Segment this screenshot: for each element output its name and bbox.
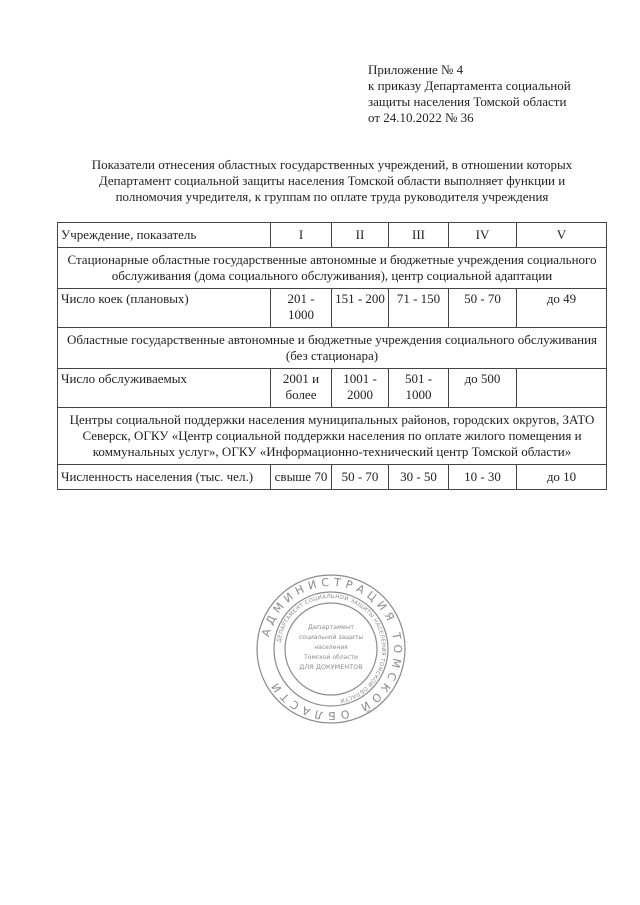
cell-beds-group-3: 71 - 150 bbox=[389, 289, 449, 328]
section-row-inpatient bbox=[58, 248, 607, 289]
table-header-row bbox=[58, 223, 607, 248]
document-title bbox=[60, 157, 604, 205]
row-label-population: Численность населения (тыс. чел.) bbox=[58, 465, 271, 490]
official-stamp bbox=[255, 573, 407, 725]
appendix-department-line: защиты населения Томской области bbox=[368, 94, 567, 109]
table-row-beds bbox=[58, 289, 607, 328]
stamp-center-line-1: Департамент bbox=[307, 623, 355, 631]
cell-beds-group-2: 151 - 200 bbox=[332, 289, 389, 328]
header-institution: Учреждение, показатель bbox=[58, 223, 271, 248]
title-line-3: полномочия учредителя, к группам по оплате труда руководителя учреждения bbox=[115, 189, 549, 204]
stamp-center-line-2: социальной защиты bbox=[298, 634, 364, 641]
cell-population-group-2: 50 - 70 bbox=[332, 465, 389, 490]
groups-table bbox=[57, 222, 607, 490]
cell-served-group-4: до 500 bbox=[449, 369, 517, 408]
cell-served-group-1: 2001 и более bbox=[271, 369, 332, 408]
appendix-order-line: к приказу Департамента социальной bbox=[368, 78, 571, 93]
header-group-3: III bbox=[389, 223, 449, 248]
header-group-4: IV bbox=[449, 223, 517, 248]
appendix-number: Приложение № 4 bbox=[368, 62, 464, 77]
cell-beds-group-5: до 49 bbox=[517, 289, 607, 328]
stamp-outer-text: АДМИНИСТРАЦИЯ ТОМСКОЙ ОБЛАСТИ bbox=[259, 575, 405, 723]
cell-population-group-5: до 10 bbox=[517, 465, 607, 490]
cell-population-group-3: 30 - 50 bbox=[389, 465, 449, 490]
cell-served-group-2: 1001 - 2000 bbox=[332, 369, 389, 408]
cell-served-group-3: 501 - 1000 bbox=[389, 369, 449, 408]
stamp-center-line-5: ДЛЯ ДОКУМЕНТОВ bbox=[299, 663, 363, 671]
table-row-served bbox=[58, 369, 607, 408]
section-row-support-centers bbox=[58, 408, 607, 465]
cell-beds-group-4: 50 - 70 bbox=[449, 289, 517, 328]
section-row-outpatient bbox=[58, 328, 607, 369]
cell-served-group-5 bbox=[517, 369, 607, 408]
title-line-1: Показатели отнесения областных государственных учреждений, в отношении которых bbox=[91, 157, 573, 172]
header-group-2: II bbox=[332, 223, 389, 248]
row-label-beds: Число коек (плановых) bbox=[58, 289, 271, 328]
cell-beds-group-1: 201 - 1000 bbox=[271, 289, 332, 328]
section-title-support-centers: Центры социальной поддержки населения муниципальных районов, городских округов, ЗАТО Северск, ОГКУ «Центр социальной поддержки населения по оплате жилого помещения и коммунальных услуг», ОГКУ «Информационно-технический центр Томской области» bbox=[58, 408, 607, 465]
stamp-inner-text: ДЕПАРТАМЕНТ СОЦИАЛЬНОЙ ЗАЩИТЫ НАСЕЛЕНИЯ ТОМСКОЙ ОБЛАСТИ bbox=[276, 593, 387, 704]
section-title-outpatient: Областные государственные автономные и бюджетные учреждения социального обслуживания (без стационара) bbox=[58, 328, 607, 369]
appendix-header bbox=[368, 62, 618, 126]
title-line-2: Департамент социальной защиты населения Томской области выполняет функции и bbox=[98, 173, 566, 188]
stamp-center-line-3: населения bbox=[314, 644, 348, 651]
header-group-5: V bbox=[517, 223, 607, 248]
stamp-center-line-4: Томской области bbox=[304, 654, 358, 661]
appendix-date-line: от 24.10.2022 № 36 bbox=[368, 110, 474, 125]
table-row-population bbox=[58, 465, 607, 490]
section-title-inpatient: Стационарные областные государственные автономные и бюджетные учреждения социального обслуживания (дома социального обслуживания), центр социальной адаптации bbox=[58, 248, 607, 289]
cell-population-group-4: 10 - 30 bbox=[449, 465, 517, 490]
header-group-1: I bbox=[271, 223, 332, 248]
cell-population-group-1: свыше 70 bbox=[271, 465, 332, 490]
row-label-served: Число обслуживаемых bbox=[58, 369, 271, 408]
